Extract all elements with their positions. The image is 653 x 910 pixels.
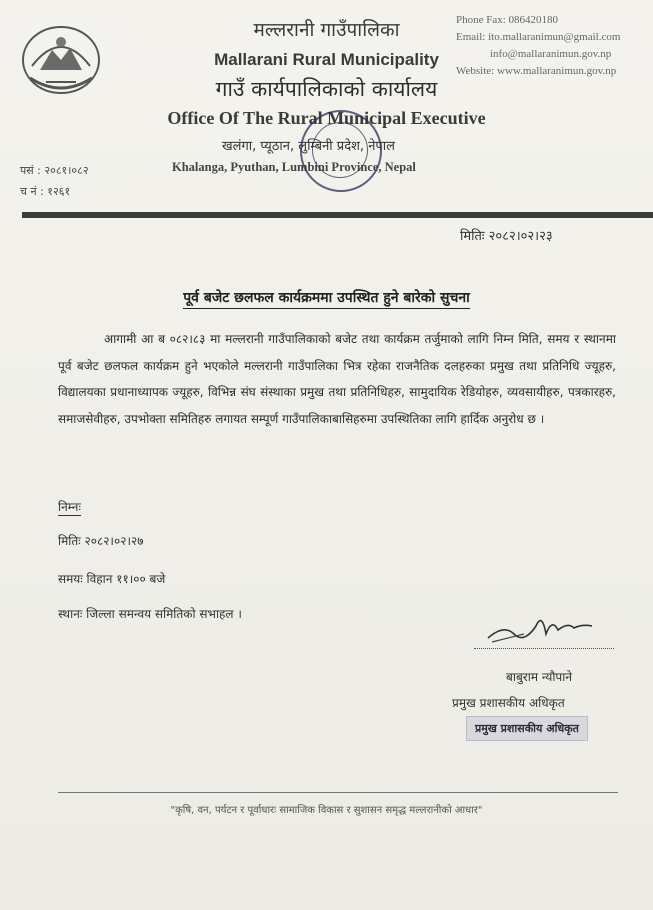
reference-numbers	[20, 160, 89, 202]
details-heading: निम्नः	[58, 500, 81, 514]
event-place: स्थानः जिल्ला समन्वय समितिको सभाहल ।	[58, 607, 242, 621]
address-english: Khalanga, Pyuthan, Lumbini Province, Nepal	[172, 160, 416, 174]
contact-block	[456, 12, 620, 80]
notice-body: आगामी आ ब ०८२।८३ मा मल्लरानी गाउँपालिकाको बजेट तथा कार्यक्रम तर्जुमाको लागि निम्न मिति, समय र स्थानमा पूर्व बजेट छलफल कार्यक्रम हुने भएकोले मल्लरानी गाउँपालिका भित्र रहेका राजनैतिक दलहरुका प्रमुख तथा प्रतिनिधि ज्यूहरु, विद्यालयका प्रधानाध्यापक ज्यूहरु, विभिन्न संघ संस्थाका प्रमुख तथा प्रतिनिधिहरु, सामुदायिक रेडियोहरु, व्यवसायीहरु, पत्रकारहरु, समाजसेवीहरु, उपभोक्ता समितिहरु लगायत सम्पूर्ण गाउँपालिकाबासिहरुमा उपस्थितिका लागि हार्दिक अनुरोध छ ।	[58, 332, 616, 426]
letter-number: पसं : २०८१।०८२	[20, 164, 89, 177]
website: Website: www.mallaranimun.gov.np	[456, 65, 617, 77]
signatory-name: बाबुराम न्यौपाने	[506, 670, 573, 684]
municipality-name-nepali: मल्लरानी गाउँपालिका	[253, 19, 400, 41]
notice-title	[0, 288, 653, 307]
phone-fax: Phone Fax: 086420180	[456, 14, 559, 26]
event-date: मितिः २०८२।०२।२७	[58, 534, 144, 548]
email: Email: ito.mallaranimun@gmail.com	[456, 31, 621, 43]
email-secondary: info@mallaranimun.gov.np	[490, 48, 612, 60]
footer-divider	[58, 792, 618, 793]
municipality-name-english: Mallarani Rural Municipality	[214, 50, 439, 69]
signature-icon	[484, 604, 596, 648]
dispatch-number: च नं : १२६१	[20, 185, 71, 198]
address-nepali: खलंगा, प्यूठान, लुम्बिनी प्रदेश, नेपाल	[222, 139, 395, 154]
office-name-english: Office Of The Rural Municipal Executive	[167, 108, 486, 128]
office-name-nepali: गाउँ कार्यपालिकाको कार्यालय	[215, 77, 438, 101]
signatory-title: प्रमुख प्रशासकीय अधिकृत	[452, 696, 565, 710]
letter-date: मितिः २०८२।०२।२३	[460, 229, 553, 244]
office-seal-stamp	[300, 110, 382, 192]
event-time: समयः विहान ११।०० बजे	[58, 572, 166, 586]
header-divider	[22, 212, 653, 218]
footer-slogan: "कृषि, वन, पर्यटन र पूर्वाधारः सामाजिक विकास र सुशासन समृद्ध मल्लरानीको आधार"	[170, 805, 483, 816]
designation-stamp: प्रमुख प्रशासकीय अधिकृत	[466, 716, 588, 741]
signature-line	[474, 648, 614, 649]
notice-title-text: पूर्व बजेट छलफल कार्यक्रममा उपस्थित हुने बारेको सुचना	[183, 290, 470, 309]
